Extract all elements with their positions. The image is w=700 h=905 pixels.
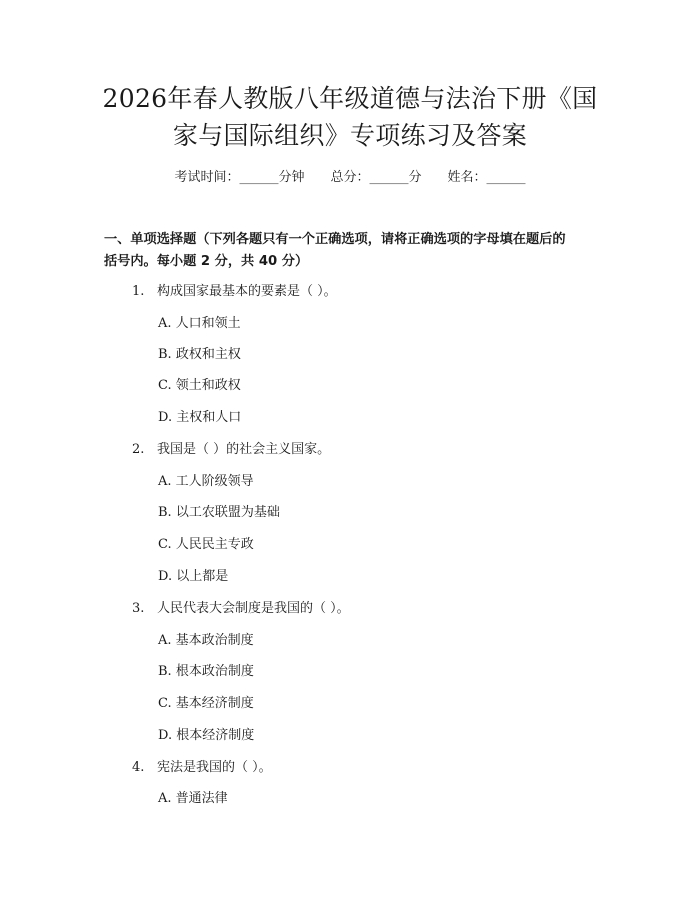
title-line-2: 家与国际组织》专项练习及答案: [172, 121, 528, 150]
question-number: 3.: [132, 601, 145, 616]
option-3a: A. 基本政治制度: [158, 633, 254, 648]
question-3: [132, 599, 350, 619]
option-2b: B. 以工农联盟为基础: [158, 505, 280, 520]
total-score: 总分：______分: [330, 170, 422, 185]
question-4: [132, 758, 272, 778]
option-3d: D. 根本经济制度: [158, 728, 255, 743]
question-text: 我国是（ ）的社会主义国家。: [157, 442, 331, 457]
exam-time: 考试时间：______分钟: [174, 170, 305, 185]
section-heading-line-1: 一、单项选择题（下列各题只有一个正确选项，请将正确选项的字母填在题后的: [104, 232, 566, 247]
title-line-1: 2026年春人教版八年级道德与法治下册《国: [102, 84, 598, 113]
option-3c: C. 基本经济制度: [158, 696, 254, 711]
option-1b: B. 政权和主权: [158, 347, 241, 362]
question-text: 人民代表大会制度是我国的（ ）。: [157, 601, 350, 616]
option-4a: A. 普通法律: [158, 791, 228, 806]
question-2: [132, 440, 330, 460]
page-title: [70, 80, 630, 154]
question-1: [132, 282, 337, 302]
option-2c: C. 人民民主专政: [158, 537, 254, 552]
question-text: 构成国家最基本的要素是（ ）。: [157, 284, 337, 299]
question-number: 1.: [132, 284, 145, 299]
option-3b: B. 根本政治制度: [158, 664, 254, 679]
option-1c: C. 领土和政权: [158, 378, 241, 393]
option-2a: A. 工人阶级领导: [158, 474, 254, 489]
exam-meta: [0, 168, 700, 188]
section-heading: [104, 229, 604, 273]
option-1a: A. 人口和领土: [158, 316, 241, 331]
section-heading-line-2: 括号内。每小题 2 分，共 40 分）: [104, 254, 309, 269]
question-number: 4.: [132, 760, 145, 775]
option-1d: D. 主权和人口: [158, 410, 242, 425]
option-2d: D. 以上都是: [158, 569, 229, 584]
student-name: 姓名：______: [447, 170, 526, 185]
question-number: 2.: [132, 442, 145, 457]
question-text: 宪法是我国的（ ）。: [157, 760, 272, 775]
